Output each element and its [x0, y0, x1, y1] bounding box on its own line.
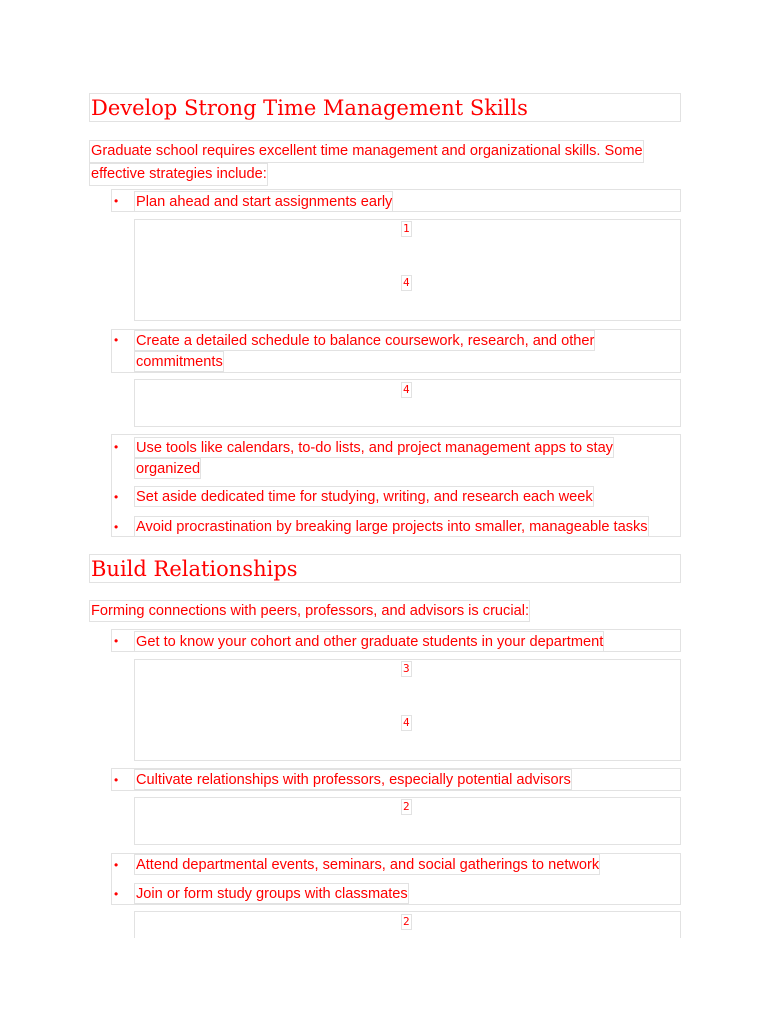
- bullet: •: [114, 858, 119, 872]
- page-marker: 4: [403, 716, 410, 729]
- list-item: Use tools like calendars, to-do lists, and project management apps to stay: [134, 437, 614, 458]
- page-marker: 3: [403, 662, 410, 675]
- list-item: Cultivate relationships with professors, especially potential advisors: [134, 769, 572, 790]
- page-marker: 2: [403, 800, 410, 813]
- list-item: Get to know your cohort and other graduate students in your department: [134, 631, 604, 652]
- bullet: •: [114, 333, 119, 347]
- list-item: Join or form study groups with classmates: [134, 883, 409, 904]
- list-item: Create a detailed schedule to balance coursework, research, and other: [134, 330, 595, 351]
- page-marker: 2: [403, 915, 410, 928]
- section-intro-time-management: [89, 140, 655, 184]
- bullet: •: [114, 887, 119, 901]
- bullet: •: [114, 490, 119, 504]
- bullet: •: [114, 440, 119, 454]
- page-marker: 4: [403, 276, 410, 289]
- intro-line: Graduate school requires excellent time management and organizational skills. Some: [89, 140, 644, 163]
- list-item-continuation: organized: [134, 458, 201, 479]
- list-item: Attend departmental events, seminars, and social gatherings to network: [134, 854, 600, 875]
- list-item-continuation: commitments: [134, 351, 224, 372]
- page-marker: 4: [403, 383, 410, 396]
- list-item: Plan ahead and start assignments early: [134, 191, 393, 212]
- page-marker: 1: [403, 222, 410, 235]
- bullet: •: [114, 773, 119, 787]
- section-heading-time-management: Develop Strong Time Management Skills: [89, 93, 681, 122]
- section-intro-relationships: Forming connections with peers, professors, and advisors is crucial:: [89, 600, 530, 622]
- intro-line: effective strategies include:: [89, 163, 268, 186]
- bullet: •: [114, 194, 119, 208]
- bullet: •: [114, 520, 119, 534]
- list-item: Avoid procrastination by breaking large projects into smaller, manageable tasks: [134, 516, 649, 537]
- section-heading-relationships: Build Relationships: [89, 554, 681, 583]
- list-item: Set aside dedicated time for studying, writing, and research each week: [134, 486, 594, 507]
- bullet: •: [114, 634, 119, 648]
